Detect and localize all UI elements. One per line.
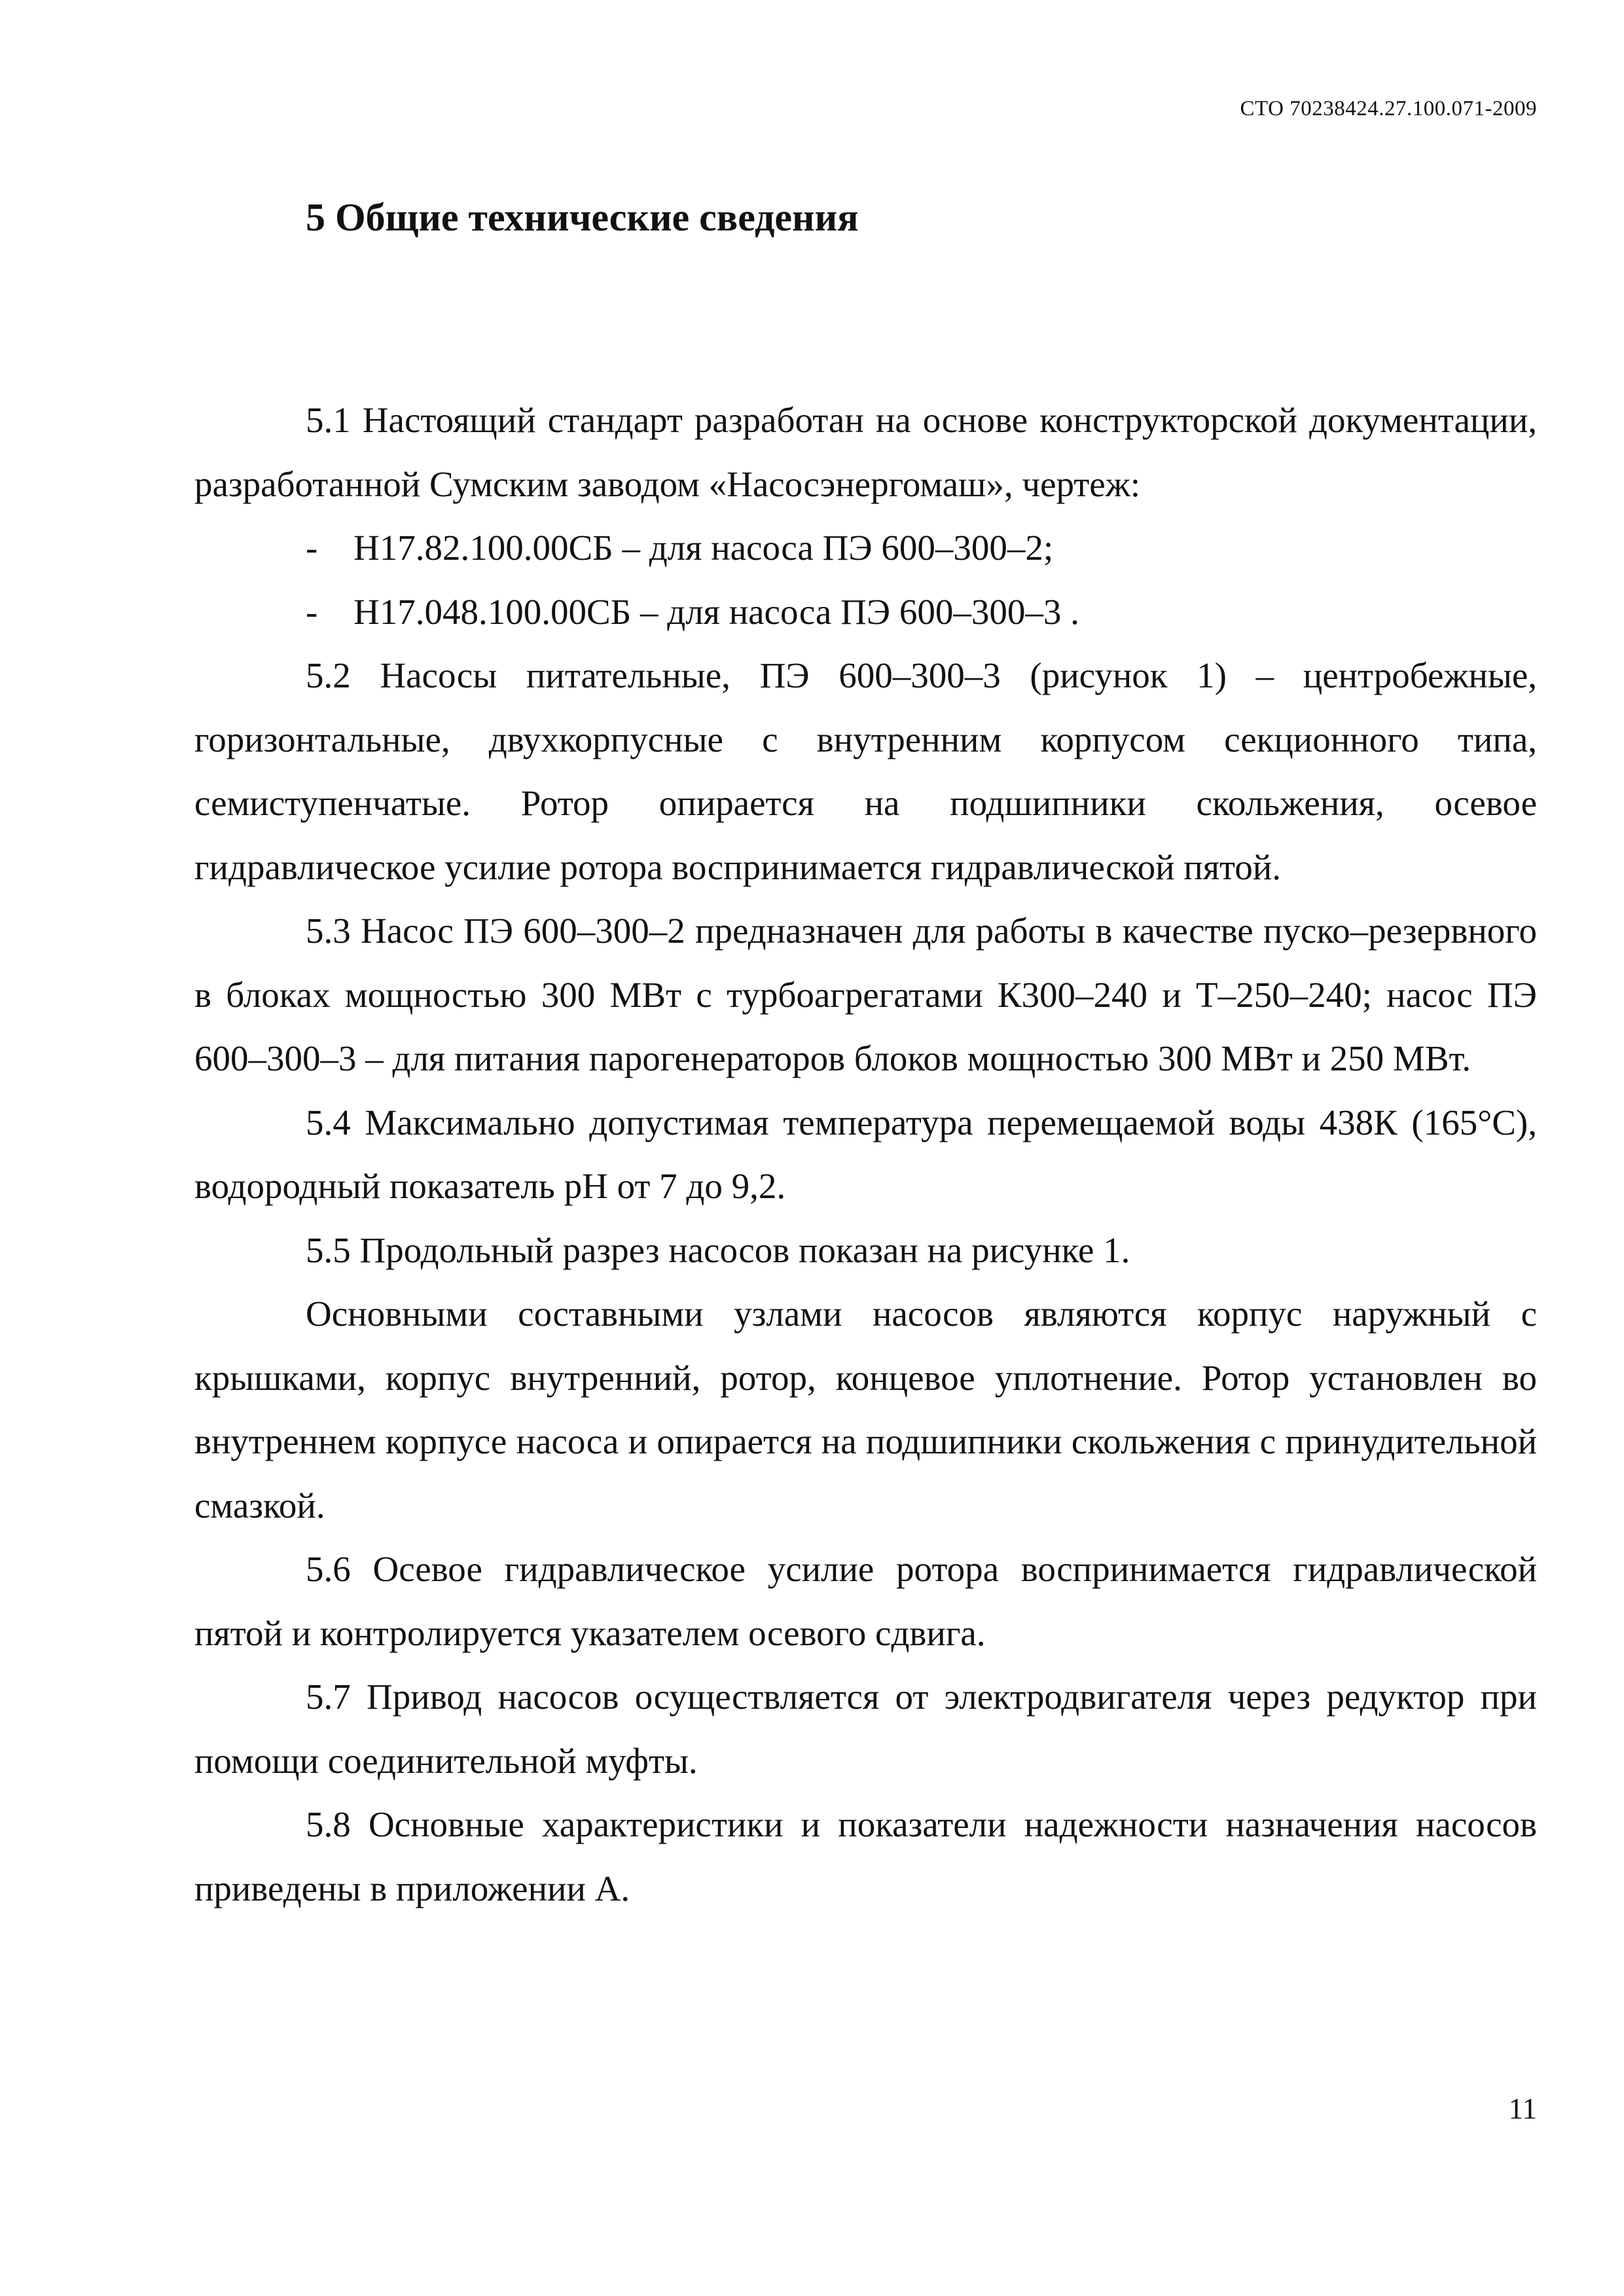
- list-marker: -: [306, 591, 318, 632]
- paragraph-5-3: 5.3 Насос ПЭ 600–300–2 предназначен для работы в качестве пуско–резервного в блоках мощностью 300 МВт с турбоагрегатами К300–240 и Т–250–240; насос ПЭ 600–300–3 – для питания парогенераторов блоков мощностью 300 МВт и 250 МВт.: [194, 911, 1537, 1078]
- section-title: 5 Общие технические сведения: [306, 196, 859, 239]
- paragraph-5-1: 5.1 Настоящий стандарт разработан на основе конструкторской документации, разработанной Сумским заводом «Насосэнергомаш», чертеж:: [194, 400, 1537, 504]
- list-item-text: Н17.048.100.00СБ – для насоса ПЭ 600–300–3 .: [353, 591, 1079, 632]
- list-item: [194, 516, 1537, 580]
- paragraph-5-6: 5.6 Осевое гидравлическое усилие ротора воспринимается гидравлической пятой и контролируется указателем осевого сдвига.: [194, 1549, 1537, 1653]
- paragraph-5-5: 5.5 Продольный разрез насосов показан на рисунке 1.: [306, 1230, 1130, 1270]
- page-number: 11: [1508, 2092, 1537, 2125]
- list-item-text: Н17.82.100.00СБ – для насоса ПЭ 600–300–2;: [353, 528, 1054, 568]
- paragraph-5-4: 5.4 Максимально допустимая температура перемещаемой воды 438К (165°С), водородный показатель рН от 7 до 9,2.: [194, 1102, 1537, 1206]
- paragraph-5-7: 5.7 Привод насосов осуществляется от электродвигателя через редуктор при помощи соединительной муфты.: [194, 1677, 1537, 1781]
- paragraph-5-5-components: Основными составными узлами насосов являются корпус наружный с крышками, корпус внутренний, ротор, концевое уплотнение. Ротор установлен во внутреннем корпусе насоса и опирается на подшипники скольжения с принудительной смазкой.: [194, 1294, 1537, 1525]
- list-item: [194, 580, 1537, 644]
- document-code: СТО 70238424.27.100.071-2009: [1240, 97, 1537, 120]
- section-body: [194, 388, 1537, 1920]
- paragraph-5-8: 5.8 Основные характеристики и показатели надежности назначения насосов приведены в приложении А.: [194, 1804, 1537, 1908]
- list-marker: -: [306, 528, 318, 568]
- paragraph-5-2: 5.2 Насосы питательные, ПЭ 600–300–3 (рисунок 1) – центробежные, горизонтальные, двухкорпусные с внутренним корпусом секционного типа, семиступенчатые. Ротор опирается на подшипники скольжения, осевое гидравлическое усилие ротора воспринимается гидравлической пятой.: [194, 655, 1537, 887]
